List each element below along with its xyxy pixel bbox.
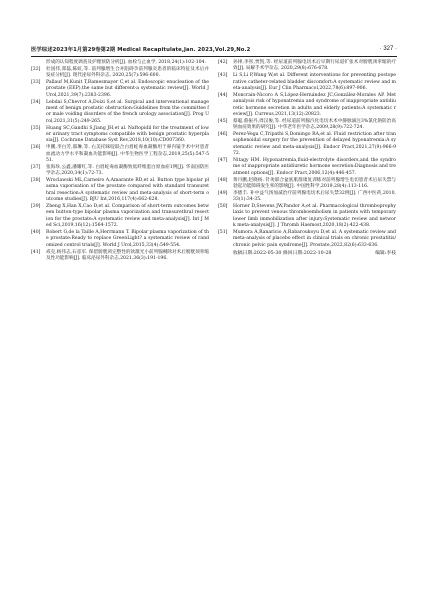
reference-number: [35] [31,125,41,131]
reference-entry [218,93,396,119]
reference-entry [31,145,209,164]
reference-number: [51] [218,230,228,236]
reference-entry [31,80,209,99]
reference-number: [44] [218,92,228,98]
reference-number: [36] [31,145,41,151]
reference-text: Huang SC,Gandhi S,Jiang JH,et al. Naftopidil for the treatment of lower urinary tract symptoms compatible with benign prostatic hyperplasia[J]. Cochrane Database Syst Rev,2018,10(10):CD007360. [46,125,209,144]
editor-name: 编辑:李枝 [375,251,396,257]
reference-text: Zheng X,Han X,Cao D,et al. Comparison of short-term outcomes between button-type bipolar plasma vaporization and transurethral resection for the prostate:A systematic review and meta-analysis[J]. Int J Med Sci,2019,16(12):1564-1572. [46,204,209,229]
reference-entry [218,132,396,158]
references-left-column [31,60,209,263]
reference-text: Pallauf M,Kunit T,Ramesmayer C,et al. Endoscopic enucleation of the prostate (EEP),the same but different-a systematic review[J]. World J Urol,2021,39(7):2383-2396. [46,80,209,98]
article-dates [218,251,396,257]
reference-text: Wroclawski ML,Carneiro A,Amarante RD,et al. Button type bipolar plasma vaporisation of the prostate compared with standard transurethral resection:A systematic review and meta-analysis of short-term outcome studies[J]. BJU Int,2016,117(4):662-628. [46,178,209,203]
reference-text: Li S,Li P,Wang W,et al. Different interventions for preventing postoperative catheter-related bladder discomfort:A systematic review and meta-analysis[J]. Eur J Clin Pharmacol,2022,78(6):897-906. [233,73,396,92]
reference-entry [31,60,209,66]
reference-text: Horner D,Stevens JW,Pandor A,et al. Pharmacological thromboprophylaxis to prevent venous thromboembolism in patients with temporary lower limb immobilization after injury:Systematic review and network meta-analysis[J]. J Thromb Haemost,2020,18(2):422-438. [233,204,396,229]
reference-entry [31,165,209,178]
reference-number: [48] [218,177,228,183]
reference-text: Mumora A,Ranaricio A,Rabaroukoyu D,et al. A systematic review and meta-analysis of placebo effect in clinical trials on chronic prostatitis/chronic pelvic pain syndrome[J]. Prostate,2022,82(6):633-636. [233,230,396,248]
reference-entry [31,100,209,126]
reference-text: Robert G,de la Taille A,Herrmann T. Bipolar plasma vaporization of the prostate:Ready to replace GreenLight? a systematic review of randomized control trials[J]. World J Urol,2015,33(4):549-554. [46,230,209,248]
reference-text: 孙律,李彤,贾凯,等. 经尿道前列腺电切术后早期行尿道扩张术对膀胱颈挛缩的疗效[J]. 局解手术学杂志, 2020,29(8):676-678. [233,60,396,72]
reference-number: [47] [218,158,228,164]
reference-entry [218,119,396,132]
reference-text: 黄丹鹏,赵晓杨. 针灸联合盆底肌群康复训练对前列腺增生电切患者术后尿失禁与勃起功能障碍发生率的影响[J]. 中国性科学,2019,28(4):113-116. [233,177,396,190]
reference-entry [218,158,396,177]
reference-number: [39] [31,204,41,210]
reference-number: [42] [218,60,228,65]
received-revised-dates: 收稿日期:2022-05-30 修回日期:2022-10-28 [233,251,332,257]
page-number: · 327 · [379,46,397,52]
reference-number: [33] [31,80,41,85]
reference-number: [43] [218,73,228,79]
reference-entry [31,178,209,204]
reference-number: [40] [31,230,41,236]
reference-number: [32] [31,66,41,72]
reference-number: [49] [218,190,228,196]
reference-text: Lebdai S,Chevrot A,Doizi S,et al. Surgical and interventional management of benign prostatic obstruction:Guidelines from the committee for male voiding disorders of the french urology association[J]. Prog Urol,2021,31(5):249-265. [46,99,209,124]
reference-text: 杜国伟,郑磊,陈虹,等. 前列腺增生合并阻碍孕前列腺炎患者的临床特征及术后并发症分析[J]. 现代泌尿外科杂志, 2020,25(7):596-600. [46,66,209,79]
reference-entry [218,230,396,249]
reference-entry [218,178,396,191]
reference-number: [46] [218,132,228,138]
reference-entry [218,204,396,230]
reference-entry [31,250,209,263]
reference-number: [50] [218,204,228,210]
reference-entry [31,126,209,145]
reference-entry [31,230,209,249]
running-header [31,44,397,54]
reference-text: 戒克,杨伟志,石彦军. 保留膀胱颈完整性的钬激光小前列腺剜除对术后膀胱颈挛缩及性功能影响[J]. 临床泌尿外科杂志,2021,36(3):191-196. [46,249,209,262]
reference-text: Perez-Vega C,Tripathi S,Domingo RA,et al. Fluid restriction after transsphenoidal surgery for the prevention of delayed hyponatremia:A systematic review and meta-analysis[J]. Endocr Pract,2021,27(9):966-972. [233,132,396,157]
reference-text: Moncrain-Nicoro A S,López-Hernández JC,González-Morales AP. Metaanalysis risk of hyponatremia and syndrome of inappropriate antidiuretic hormone secretion in adults and elderly patients:A systematic review[J]. Curreus,2021,13(12):20823. [233,92,396,118]
header-rule [31,56,397,57]
reference-text: 张海珍,公鑫,潘耀红,等. 白眉蛇毒血凝酶致低纤维蛋白原血症1例[J]. 华南国防医学杂志,2020,34(1):72-73. [46,164,209,177]
reference-entry [218,191,396,204]
reference-entry [31,67,209,80]
references-right-column [218,60,396,258]
reference-number: [41] [31,249,41,255]
reference-text: Nitagy HM. Hyponatremia,fluid-electrolyte disorders,and the syndrome of inappropriate antidiuretic hormone secretion:Diagnosis and treatment options[J]. Endocr Pract,2006,12(4):446-457. [233,158,396,176]
reference-text: 形成的认知程度调查及护理预防分析[J]. 血栓与止血学, 2018,24(1):102-104. [46,60,206,65]
reference-text: 李德丰. 补中益气汤加减治疗前列腺电切术后尿失禁32例[J]. 广西中医药,2010,33(1):34-35. [233,190,396,203]
reference-text: 蔡聪,蔡振丹,周汉俊,等. 经尿道前列腺汽化电切术术中静脉滴注3%氯化钠防治高钠血症效果的研究[J]. 中华老年医学杂志,2009,28(9):722-724. [233,118,396,131]
journal-citation: 医学综述2023年1月第29卷第2期 Medical Recapitulate,Jan. 2023,Vol.29,No.2 [31,47,251,53]
reference-entry [218,60,396,73]
reference-number: [34] [31,99,41,105]
reference-entry [31,204,209,230]
reference-text: 申鹏,李白芳,邵琳,等. 右美托咪啶联合白眉蛇毒血凝酶用于鼻内镜手术中对患者血流动力学水平和凝血功能影响[J]. 中华生物医学工程杂志,2019,25(5):547-551. [46,145,209,164]
reference-entry [218,73,396,92]
reference-number: [45] [218,118,228,124]
reference-number: [37] [31,164,41,170]
reference-number: [38] [31,178,41,184]
